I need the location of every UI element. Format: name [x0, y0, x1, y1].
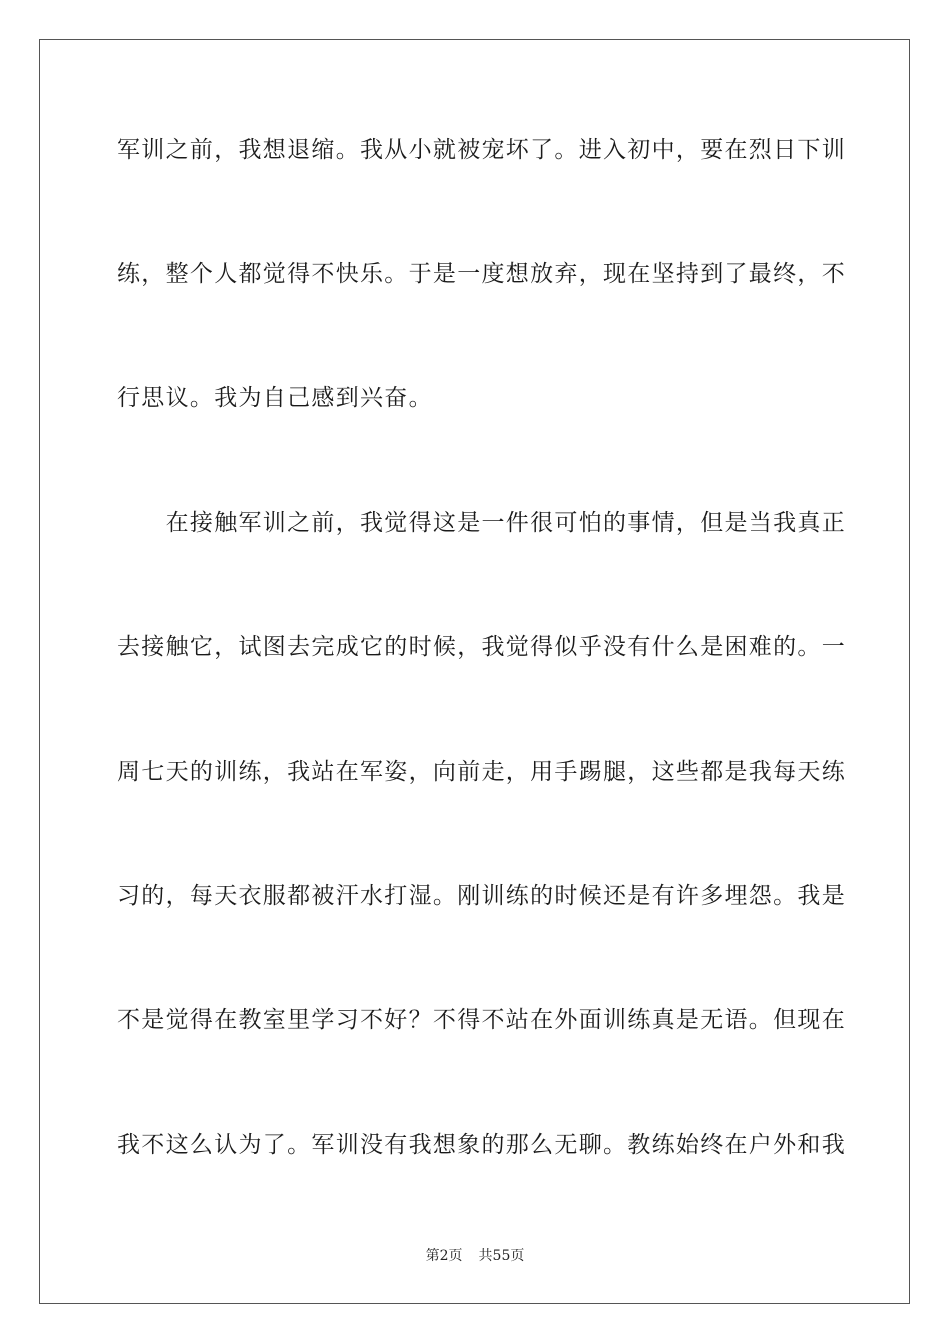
text-line-8: 不是觉得在教室里学习不好？不得不站在外面训练真是无语。但现在: [117, 1007, 846, 1033]
text-line-2: 练，整个人都觉得不快乐。于是一度想放弃，现在坚持到了最终，不: [117, 261, 846, 287]
text-line-5: 去接触它，试图去完成它的时候，我觉得似乎没有什么是困难的。一: [117, 634, 846, 660]
page-footer: [0, 1247, 950, 1265]
text-line-7: 习的，每天衣服都被汗水打湿。刚训练的时候还是有许多埋怨。我是: [117, 883, 846, 909]
text-line-9: 我不这么认为了。军训没有我想象的那么无聊。教练始终在户外和我: [117, 1132, 846, 1158]
text-line-6: 周七天的训练，我站在军姿，向前走，用手踢腿，这些都是我每天练: [117, 759, 846, 785]
page-total: 共55页: [478, 1248, 525, 1264]
text-line-1: 军训之前，我想退缩。我从小就被宠坏了。进入初中，要在烈日下训: [117, 137, 846, 163]
page-frame: [39, 39, 910, 1304]
page-number: 第2页: [425, 1248, 463, 1264]
text-line-4: 在接触军训之前，我觉得这是一件很可怕的事情，但是当我真正: [117, 510, 846, 536]
text-line-3: 行思议。我为自己感到兴奋。: [117, 385, 433, 411]
